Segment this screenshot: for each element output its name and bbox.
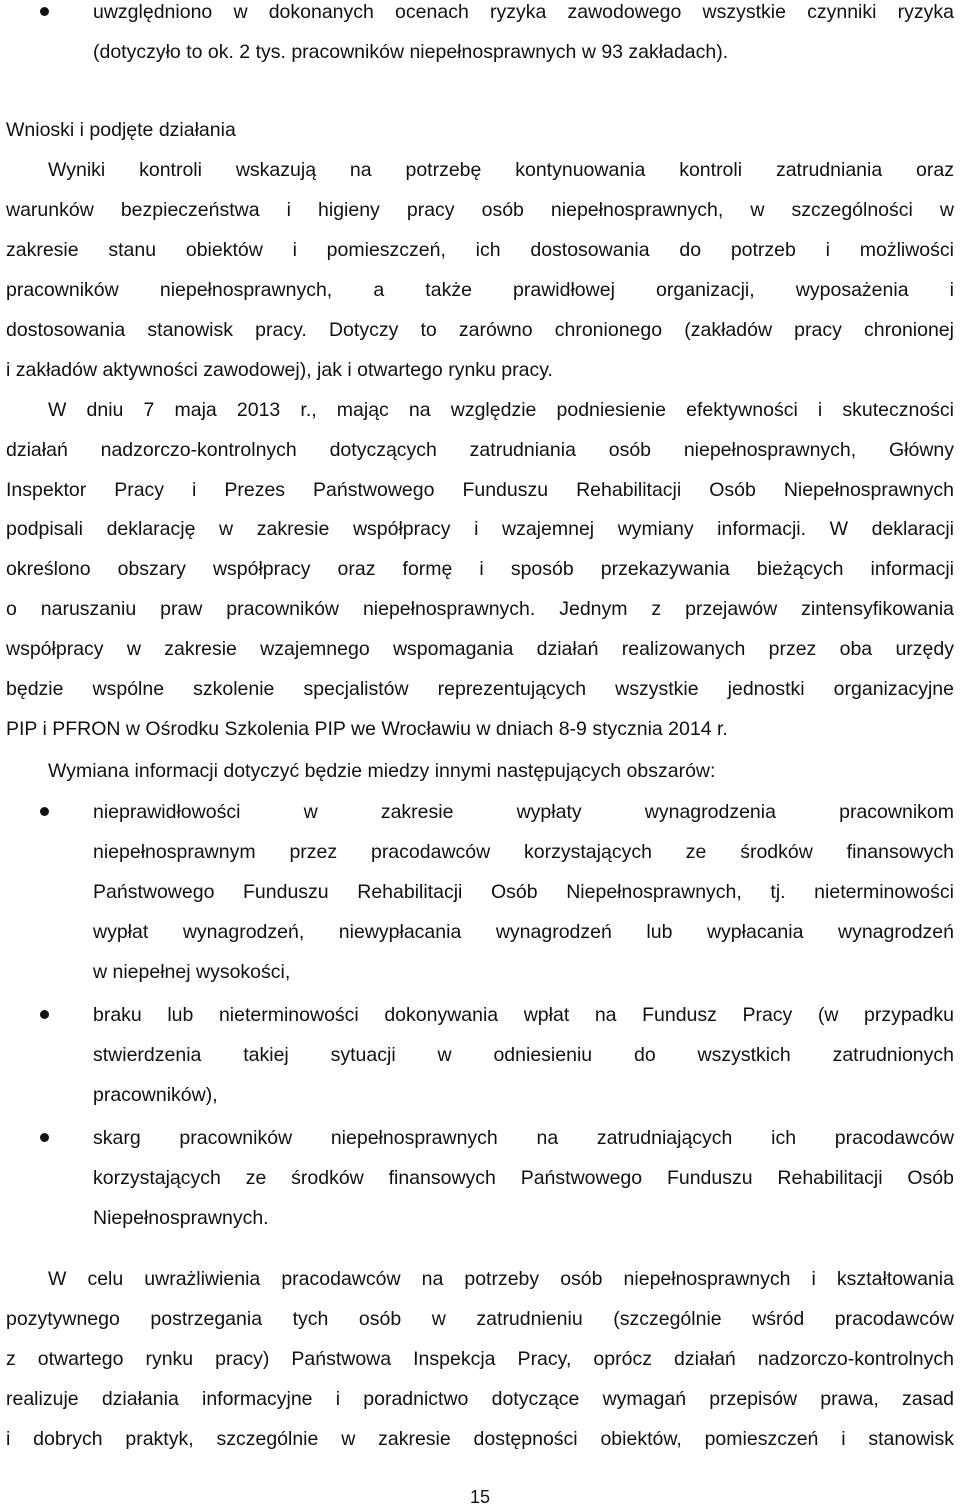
paragraph-line: warunków bezpieczeństwa i higieny pracy osób niepełnosprawnych, w szczególności w xyxy=(6,199,954,221)
paragraph-line: z otwartego rynku pracy) Państwowa Inspekcja Pracy, oprócz działań nadzorczo-kontrolnych xyxy=(6,1348,954,1370)
list-item-line: nieprawidłowości w zakresie wypłaty wynagrodzenia pracownikom xyxy=(93,801,954,823)
top-bullet-line: uwzględniono w dokonanych ocenach ryzyka zawodowego wszystkie czynniki ryzyka xyxy=(93,1,954,23)
list-item-line: Niepełnosprawnych. xyxy=(93,1207,269,1229)
paragraph-line: W dniu 7 maja 2013 r., mając na względzie podniesienie efektywności i skuteczności xyxy=(48,399,954,421)
list-item-line: niepełnosprawnym przez pracodawców korzystających ze środków finansowych xyxy=(93,841,954,863)
list-item-line: Państwowego Funduszu Rehabilitacji Osób Niepełnosprawnych, tj. nieterminowości xyxy=(93,881,954,903)
page-number: 15 xyxy=(469,1487,491,1507)
section-heading: Wnioski i podjęte działania xyxy=(6,119,236,141)
list-intro: Wymiana informacji dotyczyć będzie miedzy innymi następujących obszarów: xyxy=(48,760,716,782)
list-item-line: korzystających ze środków finansowych Państwowego Funduszu Rehabilitacji Osób xyxy=(93,1167,954,1189)
bullet-dot-icon xyxy=(40,7,49,16)
top-bullet-line: (dotyczyło to ok. 2 tys. pracowników niepełnosprawnych w 93 zakładach). xyxy=(93,41,729,63)
bullet-dot-icon xyxy=(40,807,49,816)
list-item-line: w niepełnej wysokości, xyxy=(93,961,291,983)
paragraph-line: Inspektor Pracy i Prezes Państwowego Funduszu Rehabilitacji Osób Niepełnosprawnych xyxy=(6,479,954,501)
paragraph-line: będzie wspólne szkolenie specjalistów reprezentujących wszystkie jednostki organizacyjne xyxy=(6,678,954,700)
paragraph-line: i dobrych praktyk, szczególnie w zakresie dostępności obiektów, pomieszczeń i stanowisk xyxy=(6,1428,954,1450)
list-item-line: pracowników), xyxy=(93,1084,218,1106)
paragraph-line: PIP i PFRON w Ośrodku Szkolenia PIP we Wrocławiu w dniach 8-9 stycznia 2014 r. xyxy=(6,718,728,740)
bullet-dot-icon xyxy=(40,1133,49,1142)
bullet-dot-icon xyxy=(40,1010,49,1019)
paragraph-line: realizuje działania informacyjne i poradnictwo dotyczące wymagań przepisów prawa, zasad xyxy=(6,1388,954,1410)
paragraph-line: o naruszaniu praw pracowników niepełnosprawnych. Jednym z przejawów zintensyfikowania xyxy=(6,598,954,620)
paragraph-line: zakresie stanu obiektów i pomieszczeń, ich dostosowania do potrzeb i możliwości xyxy=(6,239,954,261)
paragraph-line: określono obszary współpracy oraz formę i sposób przekazywania bieżących informacji xyxy=(6,558,954,580)
paragraph-line: W celu uwrażliwienia pracodawców na potrzeby osób niepełnosprawnych i kształtowania xyxy=(48,1268,954,1290)
list-item-line: wypłat wynagrodzeń, niewypłacania wynagrodzeń lub wypłacania wynagrodzeń xyxy=(93,921,954,943)
list-item-line: braku lub nieterminowości dokonywania wpłat na Fundusz Pracy (w przypadku xyxy=(93,1004,954,1026)
paragraph-line: działań nadzorczo-kontrolnych dotyczących zatrudniania osób niepełnosprawnych, Główny xyxy=(6,439,954,461)
paragraph-line: podpisali deklarację w zakresie współpracy i wzajemnej wymiany informacji. W deklaracji xyxy=(6,518,954,540)
paragraph-line: dostosowania stanowisk pracy. Dotyczy to zarówno chronionego (zakładów pracy chronionej xyxy=(6,319,954,341)
paragraph-line: współpracy w zakresie wzajemnego wspomagania działań realizowanych przez oba urzędy xyxy=(6,638,954,660)
paragraph-line: Wyniki kontroli wskazują na potrzebę kontynuowania kontroli zatrudniania oraz xyxy=(48,159,954,181)
list-item-line: skarg pracowników niepełnosprawnych na zatrudniających ich pracodawców xyxy=(93,1127,954,1149)
list-item-line: stwierdzenia takiej sytuacji w odniesieniu do wszystkich zatrudnionych xyxy=(93,1044,954,1066)
paragraph-line: i zakładów aktywności zawodowej), jak i otwartego rynku pracy. xyxy=(6,359,553,381)
paragraph-line: pracowników niepełnosprawnych, a także prawidłowej organizacji, wyposażenia i xyxy=(6,279,954,301)
paragraph-line: pozytywnego postrzegania tych osób w zatrudnieniu (szczególnie wśród pracodawców xyxy=(6,1308,954,1330)
